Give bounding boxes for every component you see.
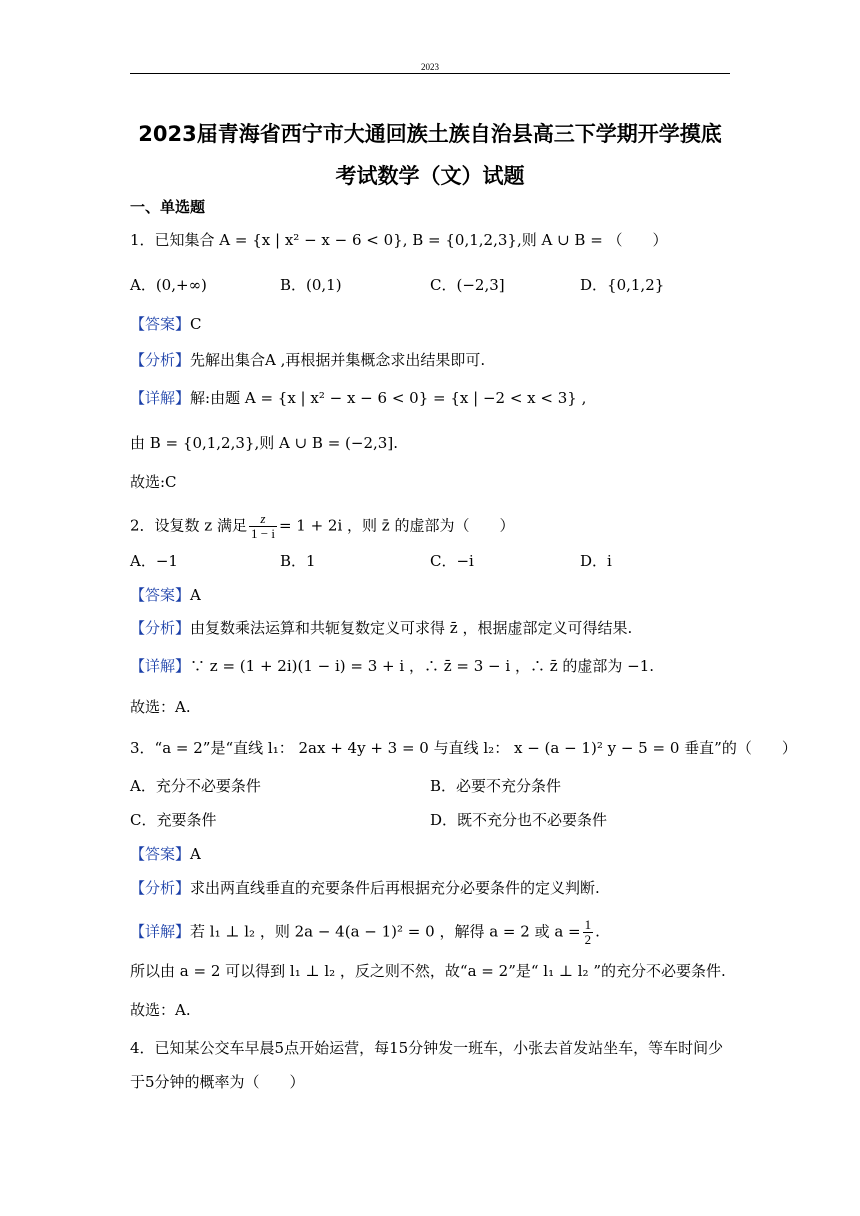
q2-frac-num: z [249,512,277,527]
q2-analysis-text: 由复数乘法运算和共轭复数定义可求得 z̄ ，根据虚部定义可得结果. [190,619,633,637]
q3-answer-value: A [190,845,201,863]
q1-analysis-text: 先解出集合A ,再根据并集概念求出结果即可. [190,351,486,369]
q2-frac-den: 1 − i [250,526,275,541]
q2-option-a: A．−1 [130,552,178,570]
detail-tag: 【详解】 [130,657,191,675]
q3-detail-pre: 若 l₁ ⊥ l₂ ，则 2a − 4(a − 1)² = 0 ，解得 a = 2 或 a = [190,922,581,941]
q4-stem-line2: 于5分钟的概率为（ ） [130,1073,305,1091]
q2-option-b: B．1 [280,552,316,570]
q3-conclusion: 所以由 a = 2 可以得到 l₁ ⊥ l₂ ，反之则不然，故“a = 2”是“ l₁ ⊥ l₂ ”的充分不必要条件. [130,962,726,980]
q1-option-a: A．(0,+∞) [130,276,207,294]
analysis-tag: 【分析】 [130,619,191,637]
q3-option-a: A．充分不必要条件 [130,777,261,795]
q3-frac-den: 2 [584,932,592,947]
q1-option-d: D．{0,1,2} [580,276,665,294]
q3-answer [130,844,201,864]
q3-analysis [130,878,600,898]
q3-detail-post: . [595,922,600,941]
q2-option-d: D．i [580,552,612,570]
q3-option-b: B．必要不充分条件 [430,777,562,795]
q1-detail-line2: 由 B = {0,1,2,3},则 A ∪ B = (−2,3]. [130,434,398,452]
q2-answer [130,585,201,605]
q1-answer-value: C [190,315,202,333]
q3-analysis-text: 求出两直线垂直的充要条件后再根据充分必要条件的定义判断. [190,879,600,897]
q2-option-c: C．−i [430,552,474,570]
q2-analysis [130,618,632,638]
detail-tag: 【详解】 [130,389,191,407]
page-header-year: 2023 [421,62,439,72]
q1-detail-text1: 解:由题 A = {x | x² − x − 6 < 0} = {x | −2 < x < 3} , [190,389,587,407]
q2-detail [130,656,654,676]
header-rule [130,73,730,74]
q1-option-b: B．(0,1) [280,276,342,294]
q1-answer [130,314,202,334]
q3-fraction [583,918,594,947]
q2-stem-pre: 2．设复数 z 满足 [130,516,247,535]
exam-title-line2: 考试数学（文）试题 [335,164,525,188]
analysis-tag: 【分析】 [130,879,191,897]
answer-tag: 【答案】 [130,315,191,333]
q1-detail-line1 [130,388,586,408]
q3-option-d: D．既不充分也不必要条件 [430,811,608,829]
exam-title-line1: 2023届青海省西宁市大通回族土族自治县高三下学期开学摸底 [138,122,722,146]
answer-tag: 【答案】 [130,586,191,604]
q1-stem: 1．已知集合 A = {x | x² − x − 6 < 0}, B = {0,1,2,3},则 A ∪ B = （ ） [130,231,668,249]
q1-choose: 故选:C [130,473,177,491]
q3-detail [130,918,600,947]
q1-analysis [130,350,485,370]
q4-stem-line1: 4．已知某公交车早晨5点开始运营，每15分钟发一班车，小张去首发站坐车，等车时间少 [130,1039,724,1057]
q3-option-c: C．充要条件 [130,811,217,829]
q3-stem: 3．“a = 2”是“直线 l₁： 2ax + 4y + 3 = 0 与直线 l₂： x − (a − 1)² y − 5 = 0 垂直”的（ ） [130,739,797,757]
q2-fraction [249,512,277,541]
q1-option-c: C．(−2,3] [430,276,505,294]
q2-detail-text: ∵ z = (1 + 2i)(1 − i) = 3 + i ，∴ z̄ = 3 − i ，∴ z̄ 的虚部为 −1. [190,657,655,675]
q2-stem-post: = 1 + 2i ，则 z̄ 的虚部为（ ） [278,516,515,535]
q2-answer-value: A [190,586,201,604]
answer-tag: 【答案】 [130,845,191,863]
q3-frac-num: 1 [584,917,592,932]
q3-choose: 故选：A. [130,1001,191,1019]
q2-stem [130,512,514,541]
q2-choose: 故选：A. [130,698,191,716]
section-heading: 一、单选题 [130,198,206,216]
analysis-tag: 【分析】 [130,351,191,369]
detail-tag: 【详解】 [130,922,191,941]
